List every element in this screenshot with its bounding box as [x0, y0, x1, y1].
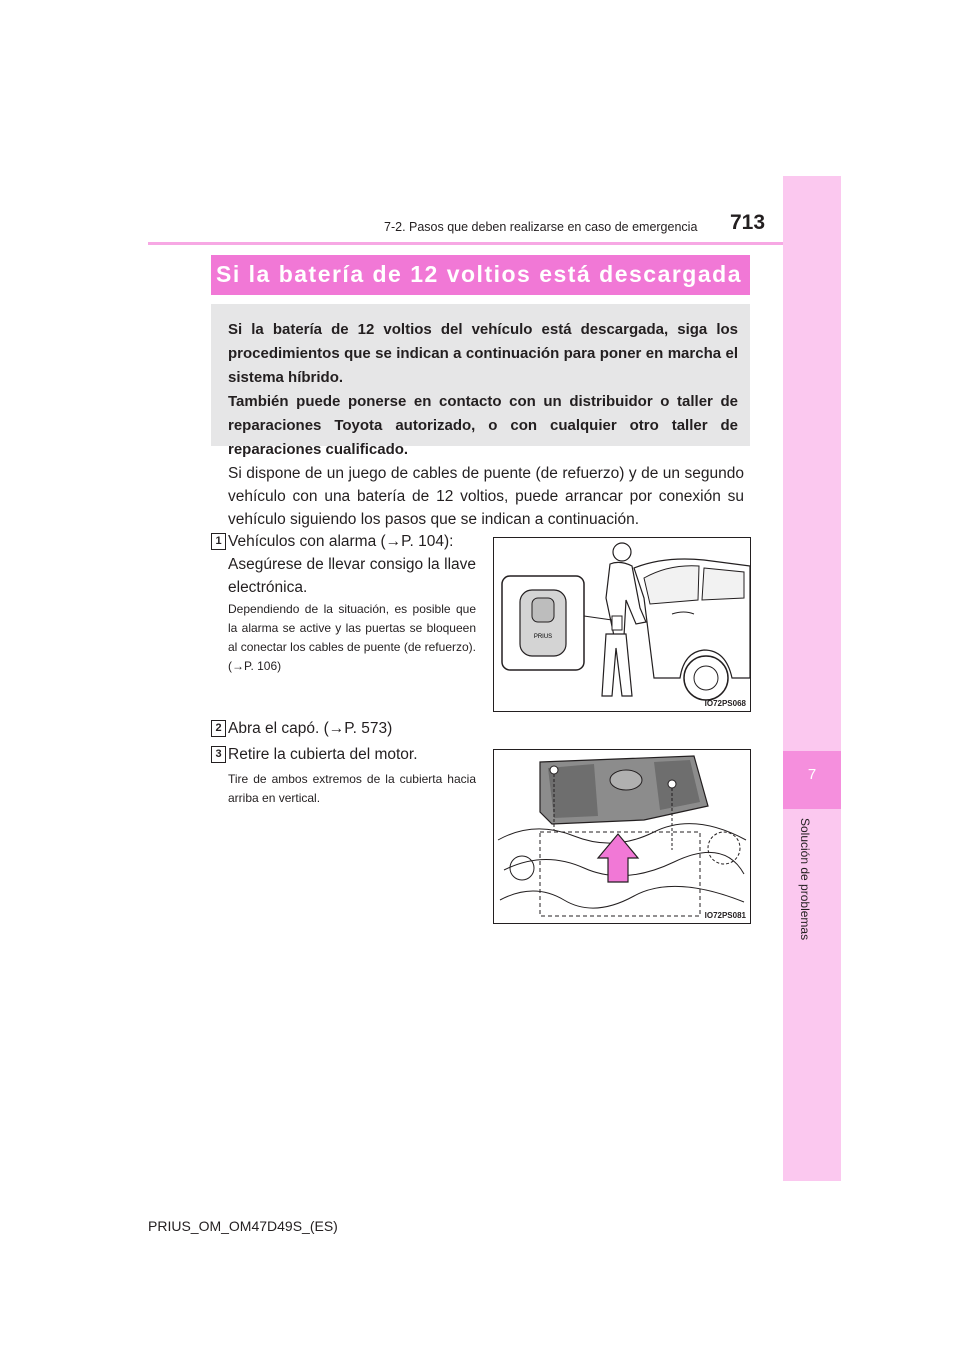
page-number: 713	[730, 211, 766, 234]
page-title: Si la batería de 12 voltios está descargada	[216, 261, 742, 287]
document-code: PRIUS_OM_OM47D49S_(ES)	[148, 1218, 338, 1234]
step-1-text: Vehículos con alarma (→P. 104): Asegúrese de llevar consigo la llave electrónica.	[228, 533, 476, 596]
car-door-illustration	[494, 538, 750, 711]
step-2-number: 2	[211, 720, 226, 737]
section-header: 7-2. Pasos que deben realizarse en caso de emergencia	[384, 220, 698, 234]
figure-2-label: IO72PS081	[704, 911, 746, 920]
body-paragraph: Si dispone de un juego de cables de puente (de refuerzo) y de un segundo vehículo con una batería de 12 voltios, puede arrancar por conexión su vehículo siguiendo los pasos que se indican a continuación.	[228, 465, 744, 528]
step-1-note: Dependiendo de la situación, es posible que la alarma se active y las puertas se bloqueen al conectar los cables de puente (de refuerzo). (→P. 106)	[228, 602, 476, 673]
chapter-number: 7	[807, 766, 817, 783]
step-3-number: 3	[211, 746, 226, 763]
figure-engine-cover	[493, 749, 751, 924]
step-1-number: 1	[211, 533, 226, 550]
chapter-title: Solución de problemas	[798, 818, 812, 941]
header-rule	[148, 242, 783, 245]
step-3-text: Retire la cubierta del motor.	[228, 746, 418, 763]
intro-text: Si la batería de 12 voltios del vehículo está descargada, siga los procedimientos que se indican a continuación para poner en marcha el sistema híbrido. También puede ponerse en contacto con un distribuidor o taller de reparaciones Toyota autorizado, o con cualquier otro taller de reparaciones cualificado.	[228, 321, 738, 458]
chapter-sidebar	[783, 176, 841, 1181]
step-2-text: Abra el capó. (→P. 573)	[228, 720, 393, 737]
step-3-note: Tire de ambos extremos de la cubierta hacia arriba en vertical.	[228, 772, 476, 805]
engine-cover-illustration	[494, 750, 750, 923]
figure-person-at-door	[493, 537, 751, 712]
key-brand-text: PRIUS	[533, 634, 553, 640]
figure-1-label: IO72PS068	[704, 699, 746, 708]
